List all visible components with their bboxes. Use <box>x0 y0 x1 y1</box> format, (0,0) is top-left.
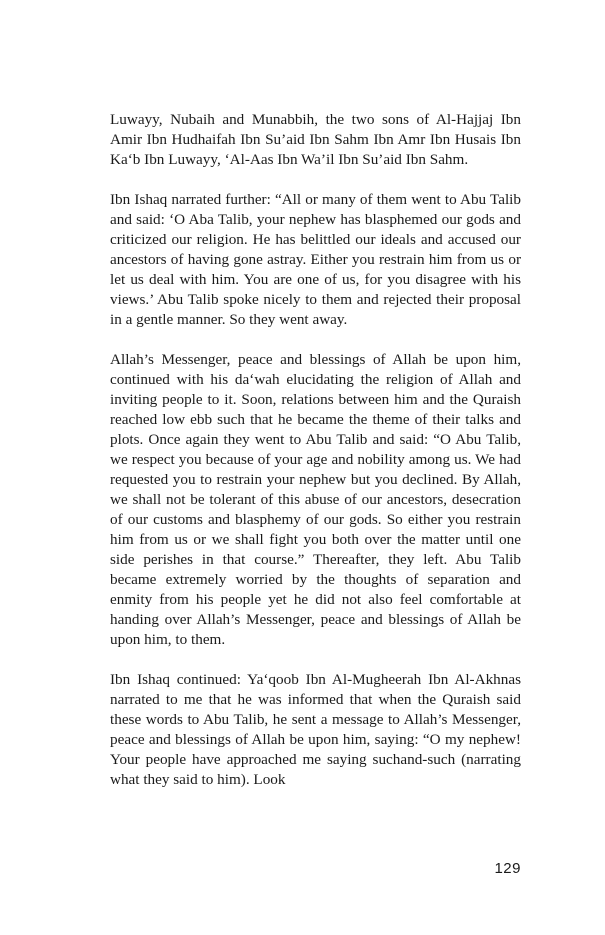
body-text <box>110 110 521 790</box>
paragraph-3: Allah’s Messenger, peace and blessings of Allah be upon him, continued with his da‘wah elucidating the religion of Allah and inviting people to it. Soon, relations between him and the Quraish reached low ebb such that he became the theme of their talks and plots. Once again they went to Abu Talib and said: “O Abu Talib, we respect you because of your age and nobility among us. We had requested you to restrain your nephew but you declined. By Allah, we shall not be tolerant of this abuse of our ancestors, desecration of our customs and blasphemy of our gods. So either you restrain him from us or we shall fight you both over the matter until one side perishes in that course.” Thereafter, they left. Abu Talib became extremely worried by the thoughts of separation and enmity from his people yet he did not also feel comfortable at handing over Allah’s Messenger, peace and blessings of Allah be upon him, to them. <box>110 351 521 648</box>
page-number: 129 <box>494 860 521 877</box>
paragraph-4: Ibn Ishaq continued: Ya‘qoob Ibn Al-Mugheerah Ibn Al-Akhnas narrated to me that he was informed that when the Quraish said these words to Abu Talib, he sent a message to Allah’s Messenger, peace and blessings of Allah be upon him, saying: “O my nephew! Your people have approached me saying suchand-such (narrating what they said to him). Look <box>110 671 521 788</box>
paragraph-1: Luwayy, Nubaih and Munabbih, the two sons of Al-Hajjaj Ibn Amir Ibn Hudhaifah Ibn Su’aid Ibn Sahm Ibn Amr Ibn Husais Ibn Ka‘b Ibn Luwayy, ‘Al-Aas Ibn Wa’il Ibn Su’aid Ibn Sahm. <box>110 111 521 168</box>
paragraph-2: Ibn Ishaq narrated further: “All or many of them went to Abu Talib and said: ‘O Aba Talib, your nephew has blasphemed our gods and criticized our religion. He has belittled our ideals and accused our ancestors of having gone astray. Either you restrain him from us or let us deal with him. You are one of us, for you disagree with his views.’ Abu Talib spoke nicely to them and rejected their proposal in a gentle manner. So they went away. <box>110 191 521 328</box>
